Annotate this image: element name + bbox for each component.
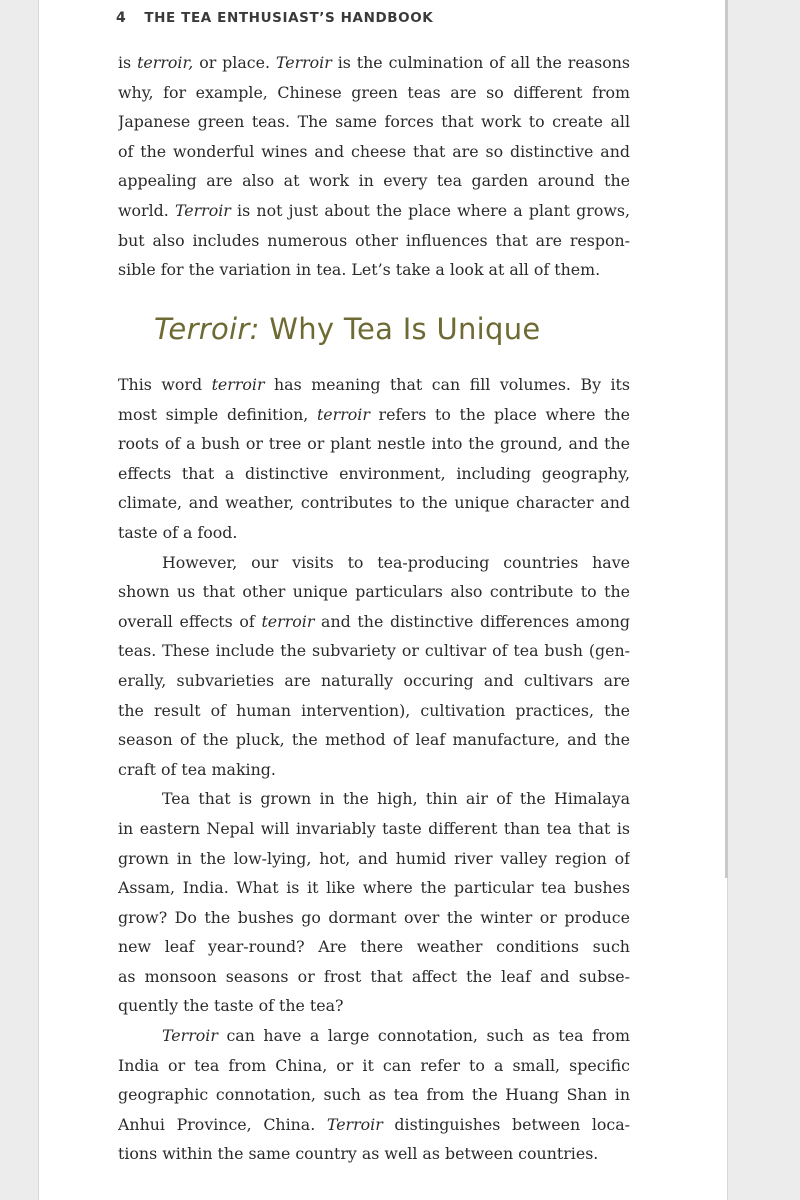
- text-line: [118, 844, 630, 874]
- text-run: This word: [118, 375, 212, 394]
- text-run: Tea that is grown in the high, thin air of the Himalaya: [162, 789, 630, 809]
- text-line: [118, 814, 630, 844]
- text-run: erally, subvarieties are naturally occuring and cultivars are: [118, 670, 630, 690]
- text-run: world.: [118, 200, 175, 220]
- text-run: teas. These include the subvariety or cultivar of tea bush (gen-: [118, 641, 630, 661]
- text-line: [118, 903, 630, 933]
- text-run: most simple definition,: [118, 404, 317, 424]
- text-line: [118, 459, 630, 489]
- section-body: [118, 370, 630, 1169]
- page-number: 4: [116, 10, 127, 26]
- text-line: [118, 577, 630, 607]
- text-line: [118, 137, 630, 167]
- italic-term: Terroir: [162, 1026, 218, 1046]
- text-run: as monsoon seasons or frost that affect the leaf and subse-: [118, 966, 630, 986]
- text-run: climate, and weather, contributes to the unique character and: [118, 493, 630, 513]
- text-line: [118, 196, 630, 226]
- text-line: [118, 400, 630, 430]
- text-run: why, for example, Chinese green teas are so different from: [118, 82, 630, 102]
- text-line: [118, 518, 630, 548]
- text-line: [118, 784, 630, 814]
- text-run: geographic connotation, such as tea from the Huang Shan in: [118, 1085, 630, 1105]
- text-line: [118, 932, 630, 962]
- text-line: [118, 370, 630, 400]
- section-heading-italic: Terroir:: [154, 312, 260, 346]
- text-run: sible for the variation in tea. Let’s take a look at all of them.: [118, 260, 601, 280]
- text-run: taste of a food.: [118, 522, 238, 542]
- intro-paragraph: [118, 48, 630, 285]
- text-line: [118, 166, 630, 196]
- text-line: [118, 107, 630, 137]
- text-line: [118, 1080, 630, 1110]
- running-head: [116, 10, 433, 26]
- text-run: in eastern Nepal will invariably taste different than tea that is: [118, 818, 630, 838]
- text-run: quently the taste of the tea?: [118, 996, 344, 1016]
- text-run: can have a large connotation, such as tea from: [217, 1026, 630, 1046]
- text-run: but also includes numerous other influences that are respon-: [118, 230, 630, 250]
- italic-term: terroir: [316, 404, 370, 424]
- text-run: shown us that other unique particulars also contribute to the: [118, 582, 630, 602]
- text-run: craft of tea making.: [118, 759, 276, 779]
- text-run: the result of human intervention), cultivation practices, the: [118, 700, 630, 720]
- text-run: Japanese green teas. The same forces that work to create all: [118, 112, 630, 132]
- text-line: [118, 1110, 630, 1140]
- section-heading-rest: Why Tea Is Unique: [259, 312, 541, 346]
- text-line: [118, 429, 630, 459]
- text-run: refers to the place where the: [369, 404, 630, 424]
- text-run: tions within the same country as well as between countries.: [118, 1144, 599, 1164]
- text-run: distinguishes between loca-: [382, 1114, 630, 1134]
- text-run: Assam, India. What is it like where the particular tea bushes: [118, 878, 630, 898]
- text-line: [118, 1051, 630, 1081]
- text-run: has meaning that can fill volumes. By its: [264, 375, 630, 394]
- text-run: India or tea from China, or it can refer to a small, specific: [118, 1055, 630, 1075]
- text-run: roots of a bush or tree or plant nestle into the ground, and the: [118, 434, 630, 454]
- text-run: grow? Do the bushes go dormant over the winter or produce: [118, 907, 630, 927]
- text-run: overall effects of: [118, 611, 262, 631]
- text-line: [118, 1139, 630, 1169]
- text-line: [118, 755, 630, 785]
- text-run: or place.: [193, 53, 276, 72]
- scrollbar[interactable]: [725, 0, 728, 878]
- text-run: is not just about the place where a plant grows,: [230, 200, 630, 220]
- text-line: [118, 1021, 630, 1051]
- text-line: [118, 873, 630, 903]
- text-line: [118, 78, 630, 108]
- text-line: [118, 607, 630, 637]
- text-line: [118, 548, 630, 578]
- text-line: [118, 48, 630, 78]
- text-run: new leaf year-round? Are there weather conditions such: [118, 937, 630, 957]
- text-run: appealing are also at work in every tea garden around the: [118, 171, 630, 191]
- italic-term: terroir: [261, 611, 315, 631]
- text-line: [118, 696, 630, 726]
- text-line: [118, 666, 630, 696]
- text-line: [118, 226, 630, 256]
- italic-term: terroir,: [137, 53, 194, 72]
- text-line: [118, 636, 630, 666]
- italic-term: Terroir: [275, 53, 332, 72]
- italic-term: Terroir: [174, 200, 231, 220]
- section-heading: [154, 312, 541, 346]
- italic-term: Terroir: [326, 1114, 383, 1134]
- text-line: [118, 255, 630, 285]
- text-line: [118, 962, 630, 992]
- italic-term: terroir: [211, 375, 265, 394]
- text-run: is: [118, 53, 138, 72]
- text-run: and the distinctive differences among: [314, 611, 630, 631]
- text-run: season of the pluck, the method of leaf manufacture, and the: [118, 730, 630, 750]
- text-run: However, our visits to tea-producing countries have: [162, 552, 630, 572]
- text-run: grown in the low-lying, hot, and humid river valley region of: [118, 848, 630, 868]
- text-run: effects that a distinctive environment, including geography,: [118, 463, 630, 483]
- text-run: is the culmination of all the reasons: [331, 53, 630, 72]
- text-line: [118, 991, 630, 1021]
- text-line: [118, 725, 630, 755]
- book-title: THE TEA ENTHUSIAST’S HANDBOOK: [144, 10, 434, 26]
- text-run: Anhui Province, China.: [118, 1114, 327, 1134]
- text-line: [118, 488, 630, 518]
- text-run: of the wonderful wines and cheese that are so distinctive and: [118, 141, 630, 161]
